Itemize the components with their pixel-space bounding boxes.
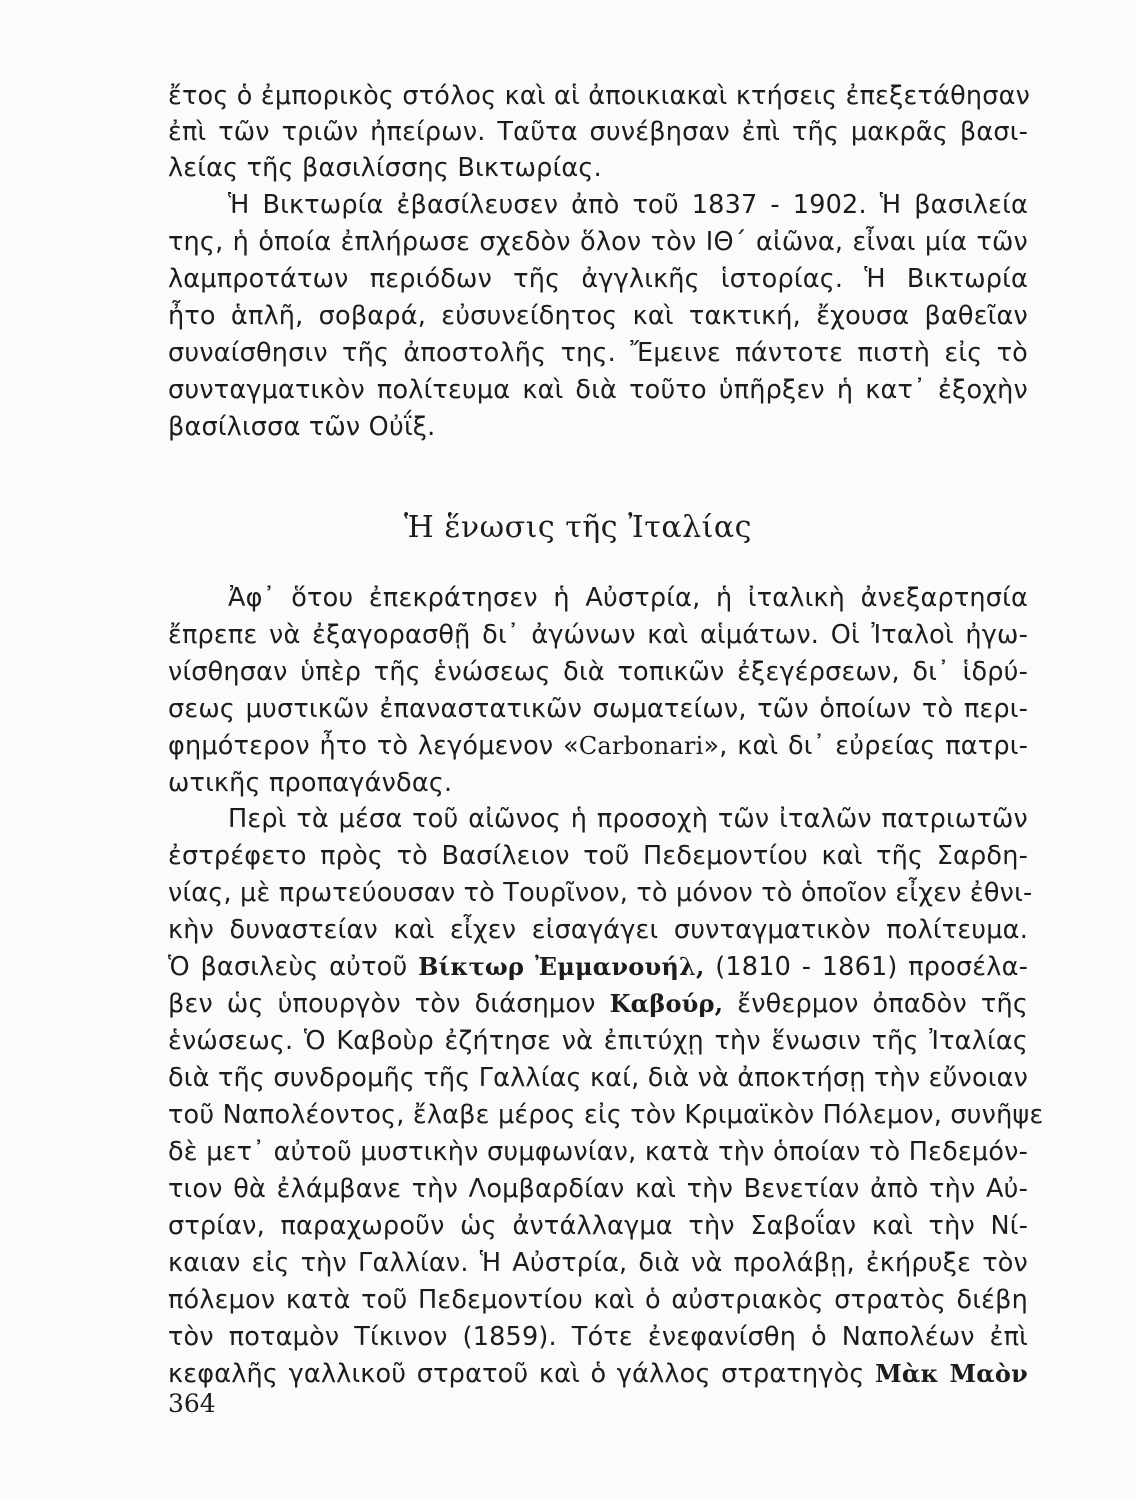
text-fragment: κεφαλῆς γαλλικοῦ στρατοῦ καὶ ὁ γάλλος στρατηγὸς bbox=[168, 1359, 876, 1389]
text-fragment: βεν ὡς ὑπουργὸν τὸν διάσημον bbox=[168, 989, 610, 1019]
text-line: δὲ μετ᾽ αὐτοῦ μυστικὴν συμφωνίαν, κατὰ τὴν ὁποίαν τὸ Πεδεμόν- bbox=[168, 1137, 1028, 1167]
text-line: νίσθησαν ὑπὲρ τῆς ἑνώσεως διὰ τοπικῶν ἐξεγέρσεων, δι᾽ ἱδρύ- bbox=[168, 657, 1028, 687]
text-fragment: (1810 - 1861) προσέλα- bbox=[704, 952, 1028, 982]
text-line: ωτικῆς προπαγάνδας. bbox=[168, 768, 453, 798]
text-line: βασίλισσα τῶν Οὐΐξ. bbox=[168, 412, 436, 442]
section-heading bbox=[0, 508, 1136, 548]
text-fragment: », καὶ δι᾽ εὐρείας πατρι- bbox=[703, 731, 1028, 761]
text-line: λείας τῆς βασιλίσσης Βικτωρίας. bbox=[168, 153, 602, 183]
text-fragment: Ὁ βασιλεὺς αὐτοῦ bbox=[168, 952, 419, 982]
text-line: συναίσθησιν τῆς ἀποστολῆς της. Ἔμεινε πάντοτε πιστὴ εἰς τὸ bbox=[168, 338, 1028, 368]
text-line: συνταγματικὸν πολίτευμα καὶ διὰ τοῦτο ὑπῆρξεν ἡ κατ᾽ ἐξοχὴν bbox=[168, 375, 1028, 405]
text-fragment: φημότερον ἦτο τὸ λεγόμενον « bbox=[168, 731, 579, 761]
text-line: της, ἡ ὁποία ἐπλήρωσε σχεδὸν ὅλον τὸν ΙΘ΄ αἰῶνα, εἶναι μία τῶν bbox=[168, 227, 1028, 257]
text-line: πόλεμον κατὰ τοῦ Πεδεμοντίου καὶ ὁ αὐστριακὸς στρατὸς διέβη bbox=[168, 1285, 1028, 1315]
carbonari-term: Carbonari bbox=[578, 732, 704, 760]
text-line: τιον θὰ ἐλάμβανε τὴν Λομβαρδίαν καὶ τὴν Βενετίαν ἀπὸ τὴν Αὐ- bbox=[168, 1174, 1028, 1204]
text-line-carbonari bbox=[168, 728, 1028, 764]
text-line: ἔπρεπε νὰ ἐξαγορασθῇ δι᾽ ἀγώνων καὶ αἱμάτων. Οἱ Ἰταλοὶ ἠγω- bbox=[168, 620, 1028, 650]
section-heading-text: Ἡ ἕνωσις τῆς Ἰταλίας bbox=[404, 510, 752, 545]
page-number: 364 bbox=[168, 1389, 216, 1418]
text-line: ἔτος ὁ ἐμπορικὸς στόλος καὶ αἱ ἀποικιακαὶ κτήσεις ἐπεξετάθησαν bbox=[168, 81, 1031, 111]
text-line: Ἀφ᾽ ὅτου ἐπεκράτησεν ἡ Αὐστρία, ἡ ἰταλικὴ ἀνεξαρτησία bbox=[228, 583, 1028, 613]
text-line: κὴν δυναστείαν καὶ εἶχεν εἰσαγάγει συνταγματικὸν πολίτευμα. bbox=[168, 915, 1028, 945]
text-line: ἦτο ἁπλῆ, σοβαρά, εὐσυνείδητος καὶ τακτική, ἔχουσα βαθεῖαν bbox=[168, 301, 1028, 331]
text-line-victor-emmanuel bbox=[168, 949, 1028, 985]
text-line: τὸν ποταμὸν Τίκινον (1859). Τότε ἐνεφανίσθη ὁ Ναπολέων ἐπὶ bbox=[168, 1322, 1028, 1352]
mac-mahon-name: Μὰκ Μαὸν bbox=[875, 1359, 1028, 1388]
text-line: ἑνώσεως. Ὁ Καβοὺρ ἐζήτησε νὰ ἐπιτύχῃ τὴν ἕνωσιν τῆς Ἰταλίας bbox=[168, 1026, 1028, 1056]
text-line: ἐστρέφετο πρὸς τὸ Βασίλειον τοῦ Πεδεμοντίου καὶ τῆς Σαρδη- bbox=[168, 841, 1028, 871]
cavour-name: Καβούρ, bbox=[609, 989, 724, 1018]
text-line: νίας, μὲ πρωτεύουσαν τὸ Τουρῖνον, τὸ μόνον τὸ ὁποῖον εἶχεν ἐθνι- bbox=[168, 878, 1033, 908]
text-line: ἐπὶ τῶν τριῶν ἠπείρων. Ταῦτα συνέβησαν ἐπὶ τῆς μακρᾶς βασι- bbox=[168, 117, 1028, 147]
text-line-mac-mahon bbox=[168, 1356, 1028, 1392]
text-line: Ἡ Βικτωρία ἐβασίλευσεν ἀπὸ τοῦ 1837 - 1902. Ἡ βασιλεία bbox=[228, 190, 1028, 220]
text-line: καιαν εἰς τὴν Γαλλίαν. Ἡ Αὐστρία, διὰ νὰ προλάβῃ, ἐκήρυξε τὸν bbox=[168, 1248, 1028, 1278]
text-line: Περὶ τὰ μέσα τοῦ αἰῶνος ἡ προσοχὴ τῶν ἰταλῶν πατριωτῶν bbox=[228, 804, 1028, 834]
text-line: τοῦ Ναπολέοντος, ἔλαβε μέρος εἰς τὸν Κριμαϊκὸν Πόλεμον, συνῆψε bbox=[168, 1100, 1044, 1130]
text-line: λαμπροτάτων περιόδων τῆς ἀγγλικῆς ἱστορίας. Ἡ Βικτωρία bbox=[168, 264, 1028, 294]
victor-emmanuel-name: Βίκτωρ Ἐμμανουήλ, bbox=[418, 952, 705, 981]
text-line: στρίαν, παραχωροῦν ὡς ἀντάλλαγμα τὴν Σαβοΐαν καὶ τὴν Νί- bbox=[168, 1211, 1028, 1241]
text-fragment: ἔνθερμον ὀπαδὸν τῆς bbox=[723, 989, 1028, 1019]
text-line: σεως μυστικῶν ἐπαναστατικῶν σωματείων, τῶν ὁποίων τὸ περι- bbox=[168, 694, 1028, 724]
text-line-cavour bbox=[168, 986, 1028, 1022]
text-line: διὰ τῆς συνδρομῆς τῆς Γαλλίας καί, διὰ νὰ ἀποκτήσῃ τὴν εὔνοιαν bbox=[168, 1063, 1029, 1093]
